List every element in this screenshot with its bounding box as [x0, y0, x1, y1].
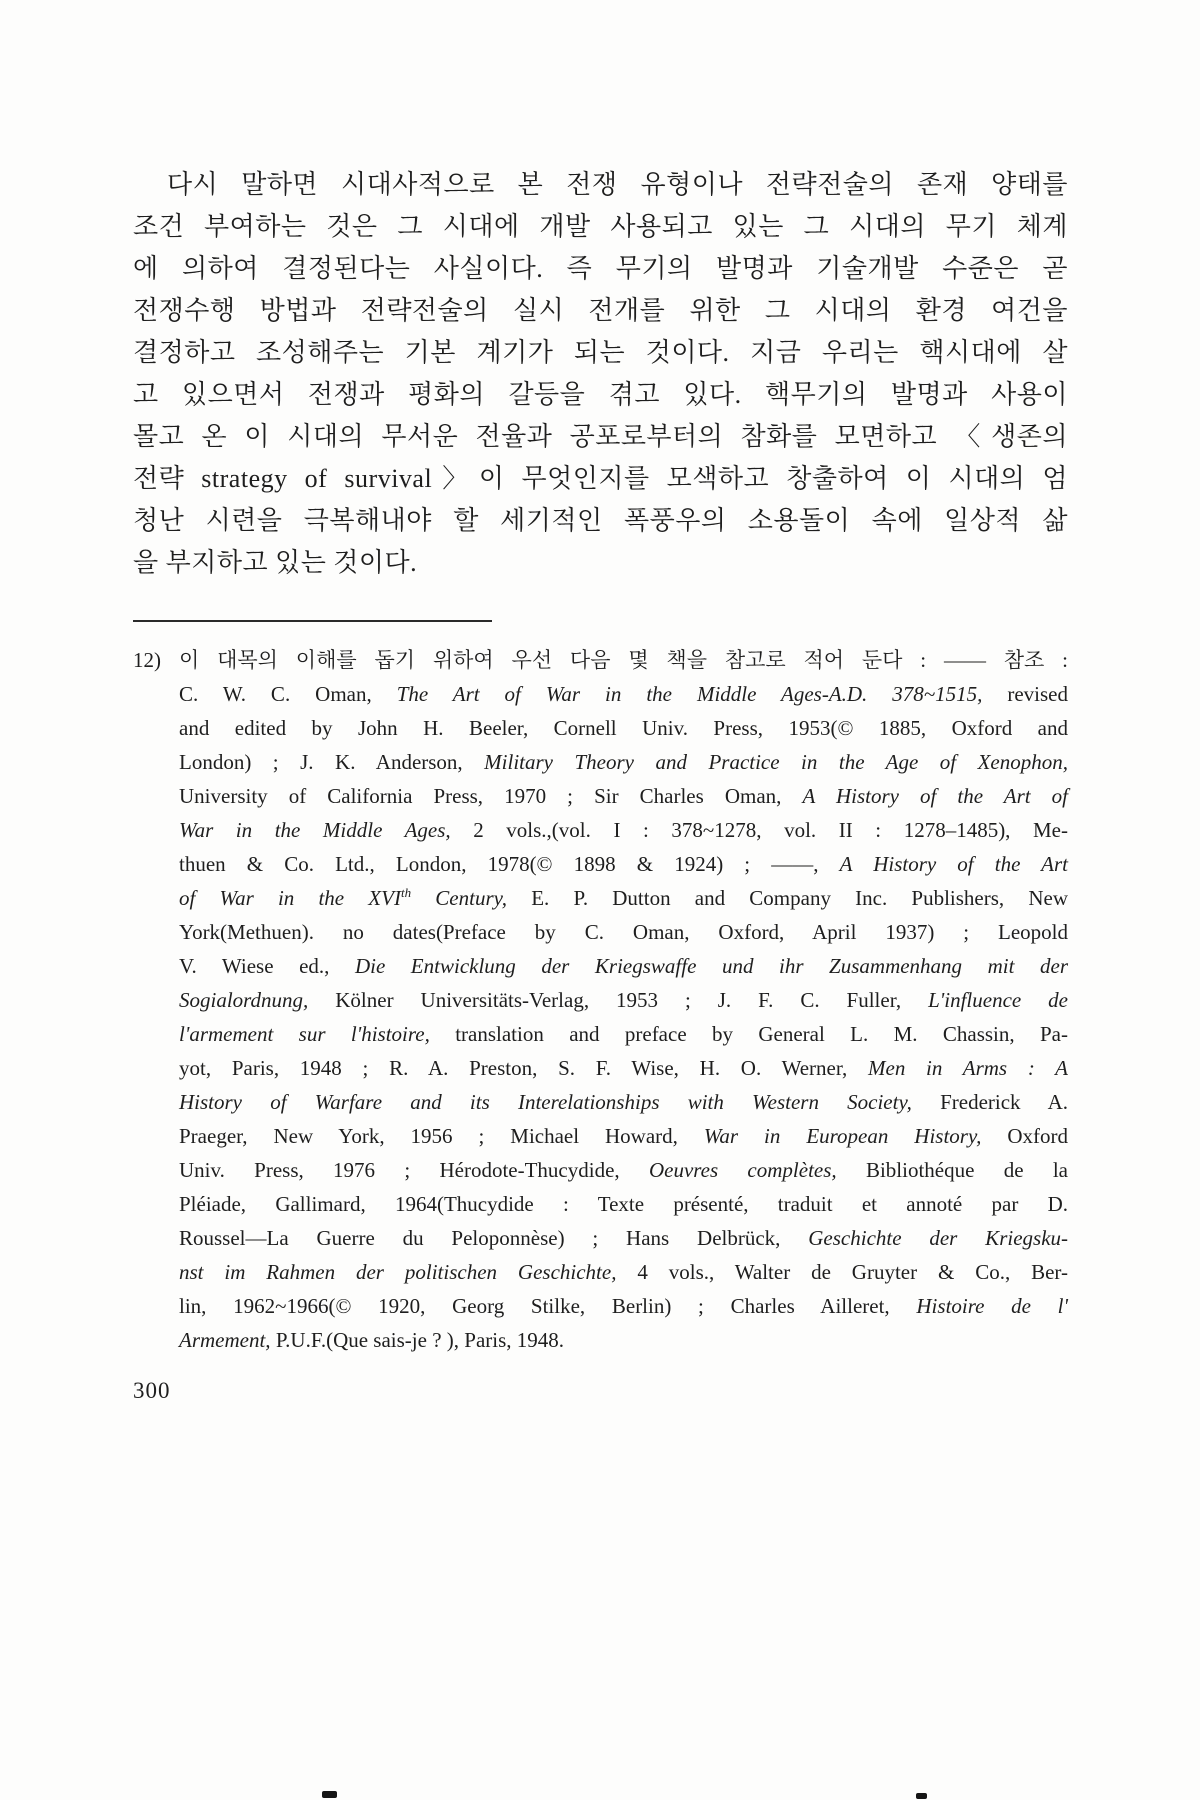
footnote-line — [179, 677, 1068, 711]
book-title-text: nst im Rahmen der politischen Geschichte, — [179, 1260, 617, 1284]
book-title-text: of War in the XVI — [179, 886, 401, 910]
footnote-text: Bibliothéque de la — [836, 1158, 1068, 1182]
footnote-line — [179, 1289, 1068, 1323]
footnote-line — [179, 1323, 1068, 1357]
footnote-text: thuen & Co. Ltd., London, 1978(© 1898 & 1924) ; ——, — [179, 852, 840, 876]
book-title-text: A History of the Art of — [802, 784, 1068, 808]
footnote-text: 2 vols.,(vol. I : 378~1278, vol. II : 1278–1485), Me- — [450, 818, 1068, 842]
footnote-divider — [133, 620, 492, 622]
footnote-text: London) ; J. K. Anderson, — [179, 750, 485, 774]
footnote-line — [179, 1119, 1068, 1153]
body-text-line: 몰고 온 이 시대의 무서운 전율과 공포로부터의 참화를 모면하고 〈생존의 — [133, 422, 1068, 451]
footnote-text: revised — [982, 682, 1068, 706]
footnote-text: translation and preface by General L. M. Chassin, Pa- — [429, 1022, 1068, 1046]
footnote-text: 4 vols., Walter de Gruyter & Co., Ber- — [616, 1260, 1068, 1284]
book-title-text: Military Theory and Practice in the Age of Xenophon, — [484, 750, 1068, 774]
footnote-text: Frederick A. — [911, 1090, 1068, 1114]
book-title-text: Armement, — [179, 1328, 271, 1352]
body-text-line: 을 부지하고 있는 것이다. — [133, 548, 418, 577]
book-title-text: A History of the Art — [839, 852, 1068, 876]
body-text-line: 결정하고 조성해주는 기본 계기가 되는 것이다. 지금 우리는 핵시대에 살 — [133, 338, 1068, 367]
body-text-line: 전쟁수행 방법과 전략전술의 실시 전개를 위한 그 시대의 환경 여건을 — [133, 296, 1068, 325]
book-title-text: History of Warfare and its Interelationships with Western Society, — [179, 1090, 912, 1114]
body-text-line: 고 있으면서 전쟁과 평화의 갈등을 겪고 있다. 핵무기의 발명과 사용이 — [133, 380, 1068, 409]
body-text-line: 다시 말하면 시대사적으로 본 전쟁 유형이나 전략전술의 존재 양태를 — [167, 170, 1068, 199]
book-title-text: Men in Arms : A — [868, 1056, 1068, 1080]
footnote-line — [179, 1017, 1068, 1051]
book-title-text: L'influence de — [928, 988, 1068, 1012]
footnote-line — [179, 1255, 1068, 1289]
footnote-line — [179, 1153, 1068, 1187]
main-paragraph — [133, 164, 1068, 584]
book-title-text: l'armement sur l'histoire, — [179, 1022, 430, 1046]
body-text-line: 청난 시련을 극복해내야 할 세기적인 폭풍우의 소용돌이 속에 일상적 삶 — [133, 506, 1068, 535]
footnote-line — [179, 813, 1068, 847]
book-title-text: Oeuvres complètes, — [648, 1158, 837, 1182]
footnote-line — [179, 983, 1068, 1017]
footnote-text: Roussel—La Guerre du Peloponnèse) ; Hans Delbrück, — [179, 1226, 809, 1250]
footnote-line — [179, 1085, 1068, 1119]
footnote-line — [179, 779, 1068, 813]
footnote-text: lin, 1962~1966(© 1920, Georg Stilke, Berlin) ; Charles Ailleret, — [179, 1294, 917, 1318]
book-title-text: Geschichte der Kriegsku- — [808, 1226, 1069, 1250]
page-number: 300 — [133, 1378, 171, 1403]
footnote-12 — [133, 643, 1068, 1357]
body-text-line: 전략 strategy of survival〉이 무엇인지를 모색하고 창출하여 이 시대의 엄 — [133, 464, 1068, 493]
footnote-line — [179, 949, 1068, 983]
footnote-text: Praeger, New York, 1956 ; Michael Howard, — [179, 1124, 704, 1148]
footnote-text: Oxford — [981, 1124, 1069, 1148]
footnote-line — [179, 915, 1068, 949]
footnote-line — [179, 881, 1068, 915]
body-text-line: 조건 부여하는 것은 그 시대에 개발 사용되고 있는 그 시대의 무기 체계 — [133, 212, 1068, 241]
footnote-text: E. P. Dutton and Company Inc. Publishers, New — [507, 886, 1068, 910]
book-title-text: War in European History, — [703, 1124, 982, 1148]
footnote-line — [179, 745, 1068, 779]
body-text-line: 에 의하여 결정된다는 사실이다. 즉 무기의 발명과 기술개발 수준은 곧 — [133, 254, 1068, 283]
footnote-line — [179, 1187, 1068, 1221]
footnote-text: yot, Paris, 1948 ; R. A. Preston, S. F. Wise, H. O. Werner, — [179, 1056, 868, 1080]
footnote-line — [179, 711, 1068, 745]
book-title-text: Die Entwicklung der Kriegswaffe und ihr Zusammenhang mit der — [354, 954, 1068, 978]
footnote-text: Univ. Press, 1976 ; Hérodote-Thucydide, — [179, 1158, 649, 1182]
footnote-text: Kölner Universitäts-Verlag, 1953 ; J. F. C. Fuller, — [308, 988, 929, 1012]
book-title-text: Century, — [411, 886, 508, 910]
footnote-text: and edited by John H. Beeler, Cornell Univ. Press, 1953(© 1885, Oxford and — [179, 716, 1068, 740]
footnote-line — [179, 1221, 1068, 1255]
footnote-text: 이 대목의 이해를 돕기 위하여 우선 다음 몇 책을 참고로 적어 둔다 : —— 참조 : — [179, 648, 1068, 672]
footnote-text: V. Wiese ed., — [179, 954, 355, 978]
footnote-line — [179, 1051, 1068, 1085]
footnote-number: 12) — [133, 648, 161, 672]
footnote-line — [133, 643, 1068, 677]
footnote-line — [179, 847, 1068, 881]
footnote-text: University of California Press, 1970 ; Sir Charles Oman, — [179, 784, 803, 808]
scan-artifact — [322, 1791, 337, 1798]
book-title-text: Histoire de l' — [916, 1294, 1069, 1318]
scan-artifact — [916, 1793, 927, 1799]
book-title-text: War in the Middle Ages, — [179, 818, 451, 842]
footnote-text: Pléiade, Gallimard, 1964(Thucydide : Texte présenté, traduit et annoté par D. — [179, 1192, 1068, 1216]
book-title-text: th — [400, 885, 412, 900]
book-title-text: The Art of War in the Middle Ages-A.D. 378~1515, — [396, 682, 983, 706]
footnote-text: C. W. C. Oman, — [179, 682, 397, 706]
book-title-text: Sogialordnung, — [179, 988, 309, 1012]
footnote-text: York(Methuen). no dates(Preface by C. Oman, Oxford, April 1937) ; Leopold — [179, 920, 1068, 944]
footnote-text: P.U.F.(Que sais-je ? ), Paris, 1948. — [270, 1328, 565, 1352]
